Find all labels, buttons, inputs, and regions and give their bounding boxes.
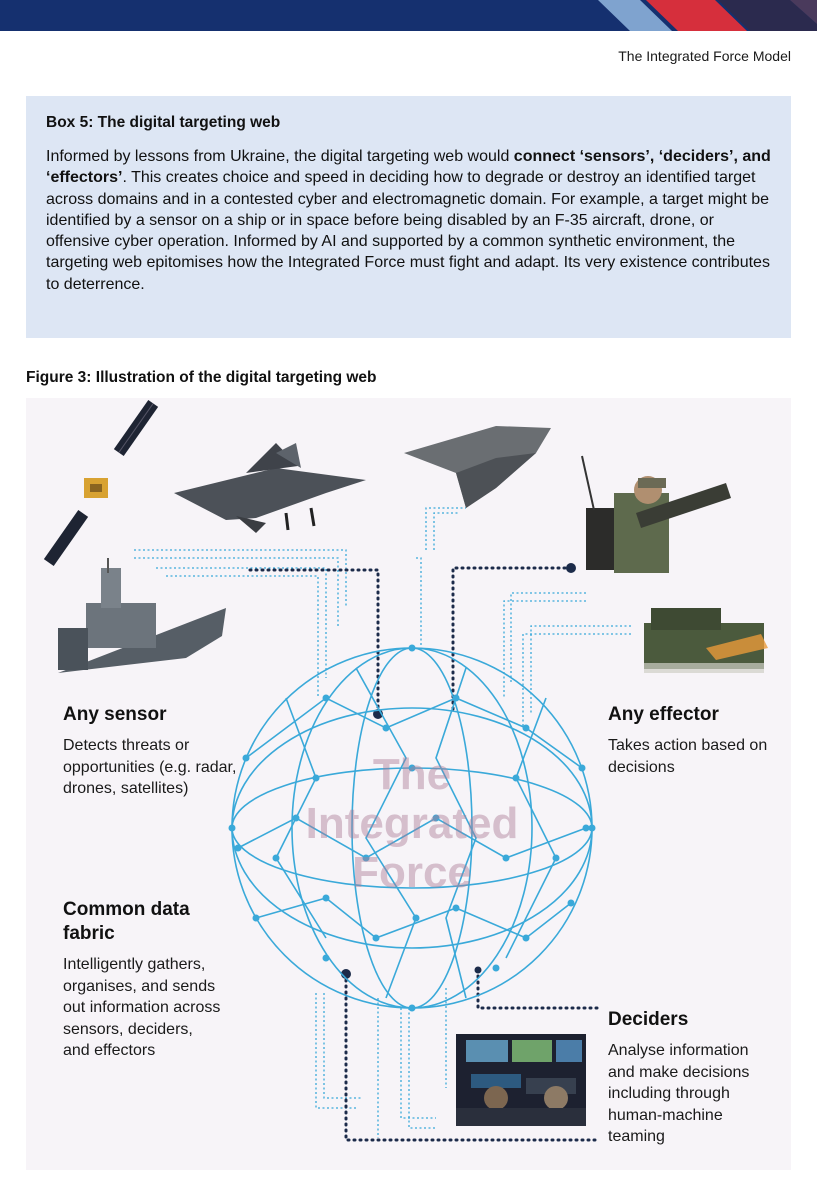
effector-title: Any effector: [608, 704, 719, 725]
sensor-label: [63, 703, 243, 800]
sensor-title: Any sensor: [63, 704, 167, 725]
center-title-line: Force: [352, 848, 472, 897]
warship-image: [58, 558, 226, 673]
rocket-launcher-image: [644, 608, 768, 673]
box-bold-phrase: connect ‘sensors’, ‘deciders’, and ‘effectors’: [46, 148, 771, 187]
figure-panel: [26, 398, 791, 1170]
effector-label: [608, 703, 773, 778]
figure-title: Figure 3: Illustration of the digital targeting web: [26, 369, 377, 386]
sensor-text: Detects threats or opportunities (e.g. radar, drones, satellites): [63, 737, 237, 797]
deciders-text: Analyse information and make decisions including through human-machine teaming: [608, 1042, 750, 1145]
box-title: Box 5: The digital targeting web: [46, 114, 281, 131]
center-title-line: The: [372, 750, 452, 799]
deciders-title: Deciders: [608, 1009, 689, 1030]
running-title: The Integrated Force Model: [618, 48, 791, 64]
info-box: [26, 96, 791, 338]
deciders-label: [608, 1008, 778, 1148]
header-stripes: [0, 0, 817, 31]
operations-room-image: [456, 1034, 586, 1126]
effector-text: Takes action based on decisions: [608, 737, 768, 776]
center-title: [262, 750, 562, 897]
box-body: [46, 146, 771, 295]
soldier-image: [582, 456, 731, 573]
satellite-image: [44, 400, 158, 566]
box-text-lead: Informed by lessons from Ukraine, the digital targeting web would: [46, 148, 514, 165]
fabric-text: Intelligently gathers, organises, and sends out information across sensors, deciders, and effectors: [63, 956, 221, 1059]
fabric-title: Common data fabric: [63, 899, 190, 944]
center-title-line: Integrated: [305, 799, 519, 848]
drone-image: [404, 426, 551, 508]
header-bar: [0, 0, 817, 31]
f35-aircraft-image: [174, 443, 366, 533]
box-text-rest: . This creates choice and speed in deciding how to degrade or destroy an identified target across domains and in a contested cyber and electromagnetic domain. For example, a target might be identified by a sensor on a ship or in space before being disabled by an F-35 aircraft, drone, or offensive cyber operation. Informed by AI and supported by a common synthetic environment, the targeting web epitomises how the Integrated Force must fight and adapt. Its very existence contributes to deterrence.: [46, 169, 770, 293]
fabric-label: [63, 898, 223, 1062]
